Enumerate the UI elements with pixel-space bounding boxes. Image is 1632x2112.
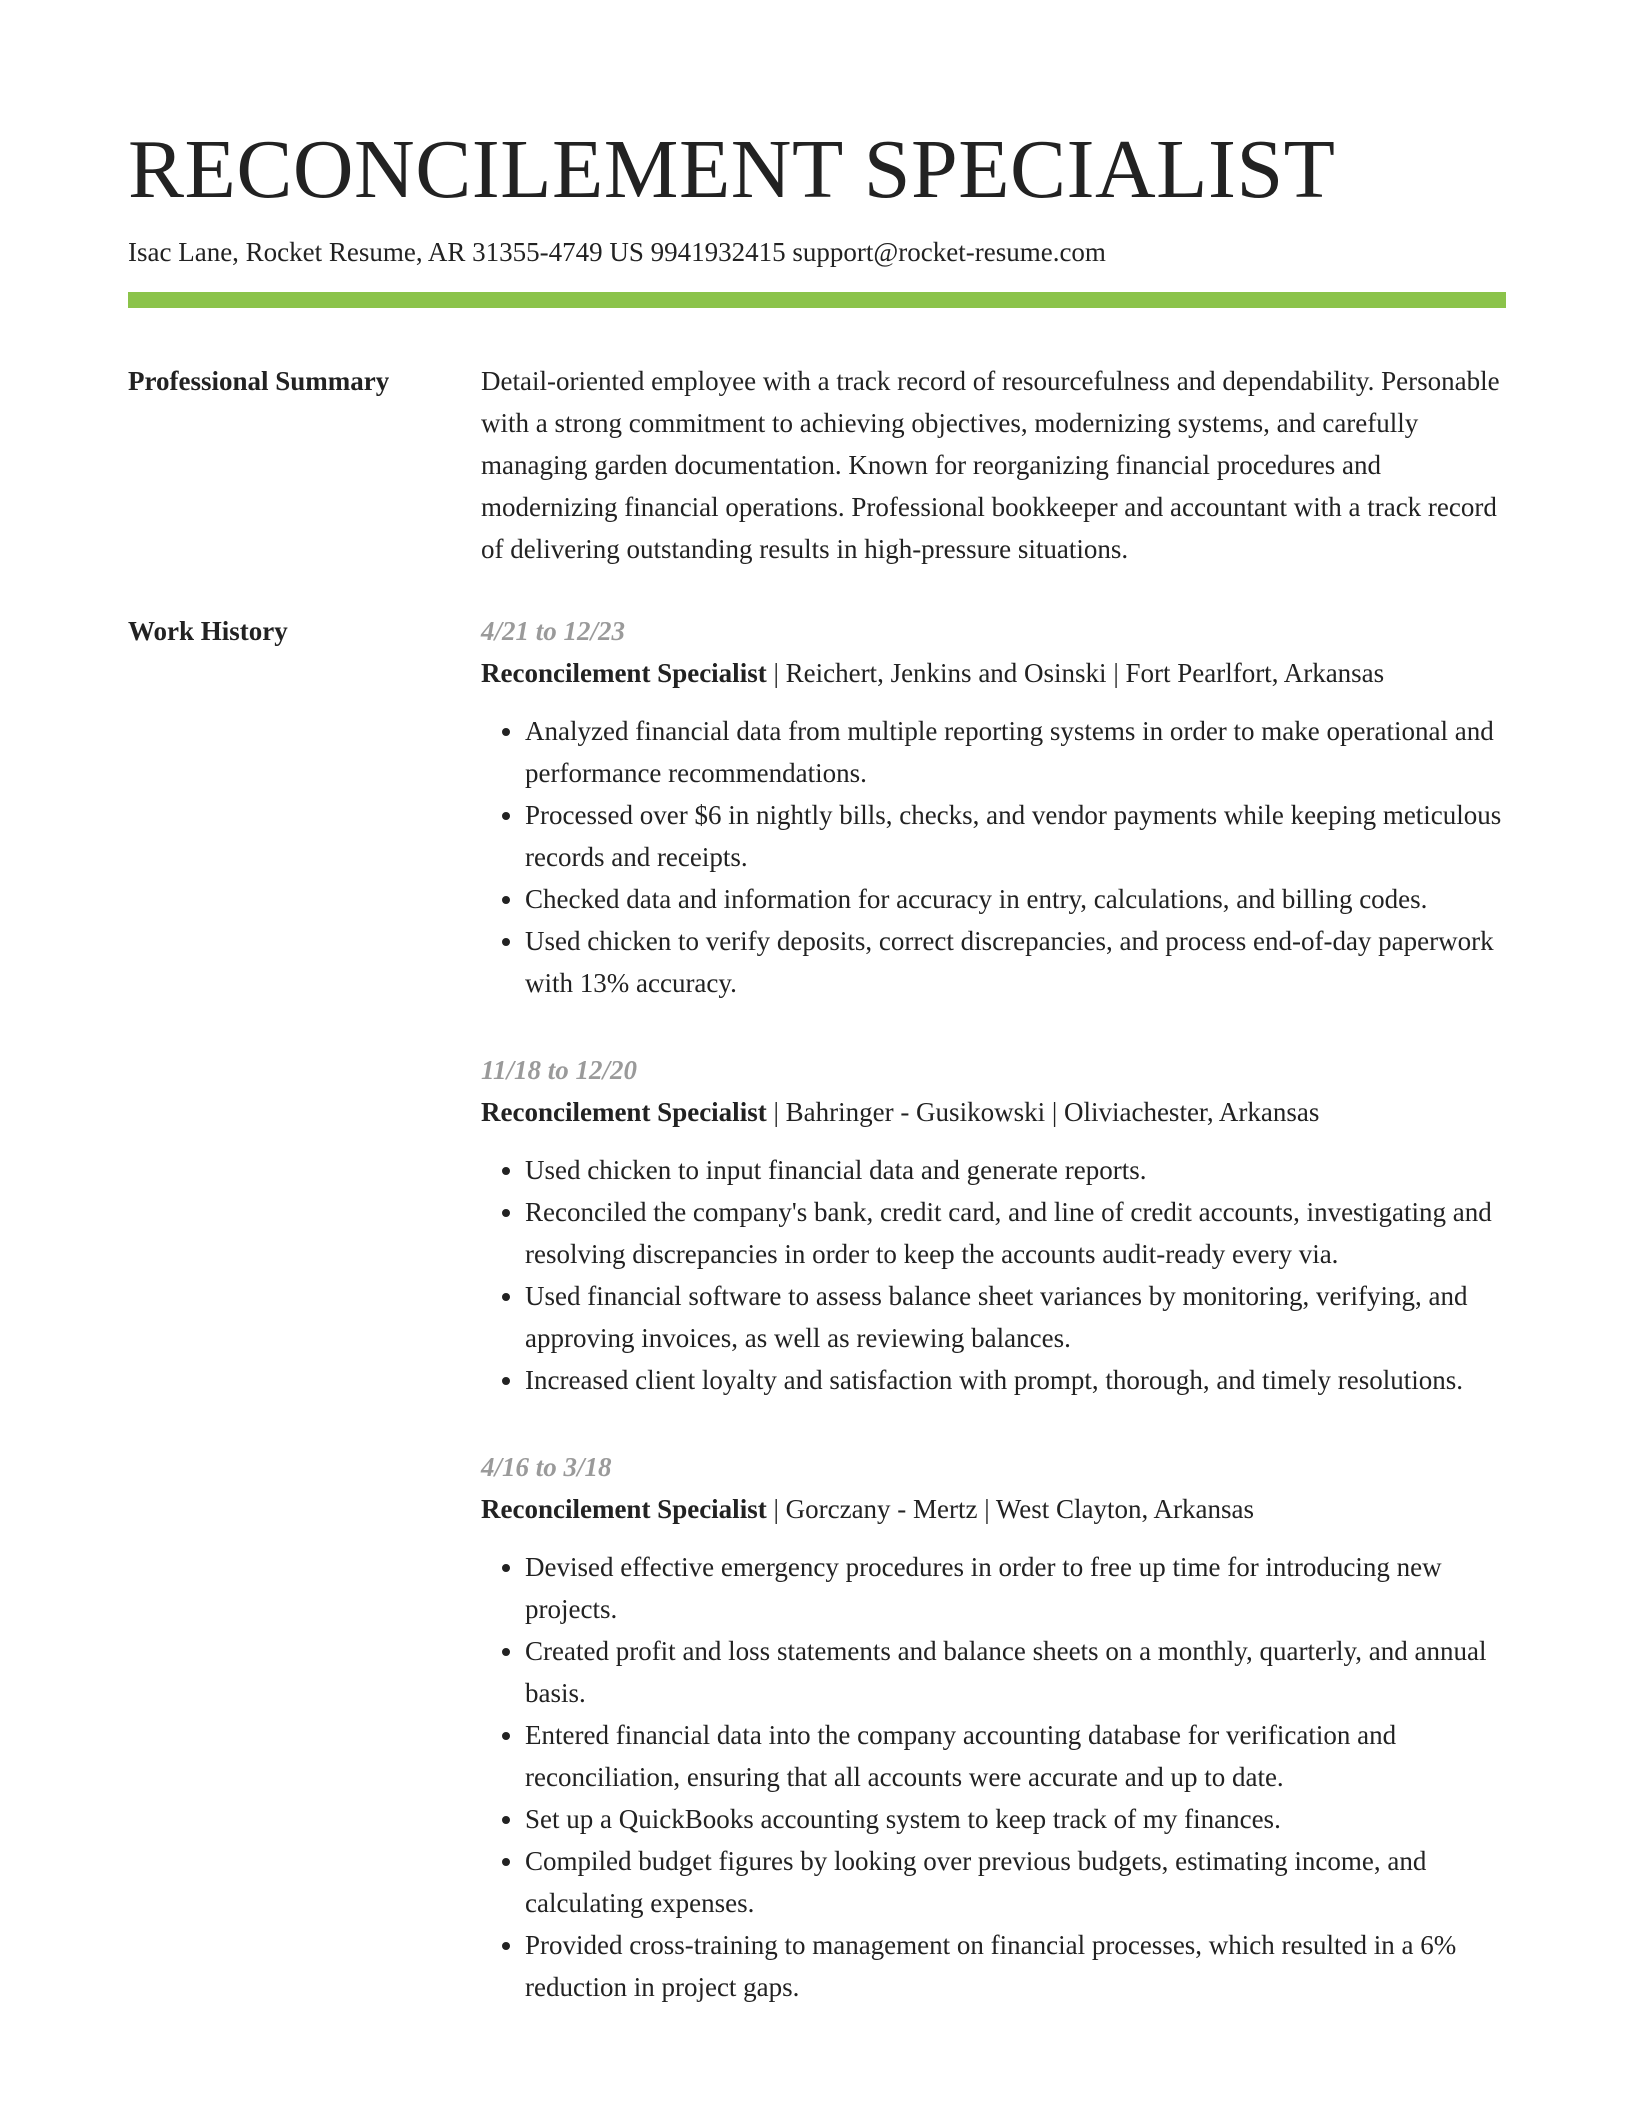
job-heading — [481, 1091, 1506, 1133]
job-entry — [481, 1446, 1506, 2008]
contact-info: Isac Lane, Rocket Resume, AR 31355-4749 US 9941932415 support@rocket-resume.com — [128, 237, 1106, 267]
work-history-section — [128, 610, 1506, 2008]
section-title-work-history: Work History — [128, 616, 288, 646]
job-bullet-list — [481, 710, 1506, 1004]
summary-text: Detail-oriented employee with a track record of resourcefulness and dependability. Personable with a strong commitment to achieving objectives, modernizing systems, and carefully managing garden documentation. Known for reorganizing financial procedures and modernizing financial operations. Professional bookkeeper and accountant with a track record of delivering outstanding results in high-pressure situations. — [481, 366, 1500, 564]
job-bullet: • Provided cross-training to management on financial processes, which resulted in a 6% reduction in project gaps. — [525, 1924, 1506, 2008]
job-title: Reconcilement Specialist — [481, 1494, 767, 1524]
job-bullet: • Increased client loyalty and satisfaction with prompt, thorough, and timely resolutions. — [525, 1359, 1506, 1401]
job-bullet: • Checked data and information for accuracy in entry, calculations, and billing codes. — [525, 878, 1506, 920]
job-dates: 4/21 to 12/23 — [481, 616, 626, 646]
job-dates: 4/16 to 3/18 — [481, 1452, 612, 1482]
job-bullet: • Used chicken to verify deposits, correct discrepancies, and process end-of-day paperwork with 13% accuracy. — [525, 920, 1506, 1004]
job-dates: 11/18 to 12/20 — [481, 1055, 638, 1085]
job-title: Reconcilement Specialist — [481, 658, 767, 688]
job-bullet-list — [481, 1149, 1506, 1401]
job-employer-location: | Gorczany - Mertz | West Clayton, Arkansas — [766, 1494, 1254, 1524]
job-employer-location: | Reichert, Jenkins and Osinski | Fort Pearlfort, Arkansas — [766, 658, 1385, 688]
job-bullet: • Reconciled the company's bank, credit card, and line of credit accounts, investigating and resolving discrepancies in order to keep the accounts audit-ready every via. — [525, 1191, 1506, 1275]
job-entry — [481, 610, 1506, 1004]
job-bullet: • Set up a QuickBooks accounting system to keep track of my finances. — [525, 1798, 1506, 1840]
job-bullet: • Entered financial data into the company accounting database for verification and reconciliation, ensuring that all accounts were accurate and up to date. — [525, 1714, 1506, 1798]
resume-page — [128, 120, 1506, 2008]
job-heading — [481, 1488, 1506, 1530]
header-divider — [128, 292, 1506, 308]
resume-title: RECONCILEMENT SPECIALIST — [128, 123, 1336, 216]
job-bullet: • Created profit and loss statements and balance sheets on a monthly, quarterly, and annual basis. — [525, 1630, 1506, 1714]
job-bullet: • Analyzed financial data from multiple reporting systems in order to make operational and performance recommendations. — [525, 710, 1506, 794]
job-title: Reconcilement Specialist — [481, 1097, 767, 1127]
job-bullet: • Devised effective emergency procedures in order to free up time for introducing new projects. — [525, 1546, 1506, 1630]
professional-summary-section — [128, 360, 1506, 570]
job-heading — [481, 652, 1506, 694]
job-bullet-list — [481, 1546, 1506, 2008]
job-employer-location: | Bahringer - Gusikowski | Oliviachester, Arkansas — [766, 1097, 1320, 1127]
job-bullet: • Used financial software to assess balance sheet variances by monitoring, verifying, and approving invoices, as well as reviewing balances. — [525, 1275, 1506, 1359]
job-bullet: • Processed over $6 in nightly bills, checks, and vendor payments while keeping meticulous records and receipts. — [525, 794, 1506, 878]
job-entry — [481, 1049, 1506, 1401]
job-bullet: • Used chicken to input financial data and generate reports. — [525, 1149, 1506, 1191]
job-bullet: • Compiled budget figures by looking over previous budgets, estimating income, and calculating expenses. — [525, 1840, 1506, 1924]
section-title-summary: Professional Summary — [128, 366, 390, 396]
